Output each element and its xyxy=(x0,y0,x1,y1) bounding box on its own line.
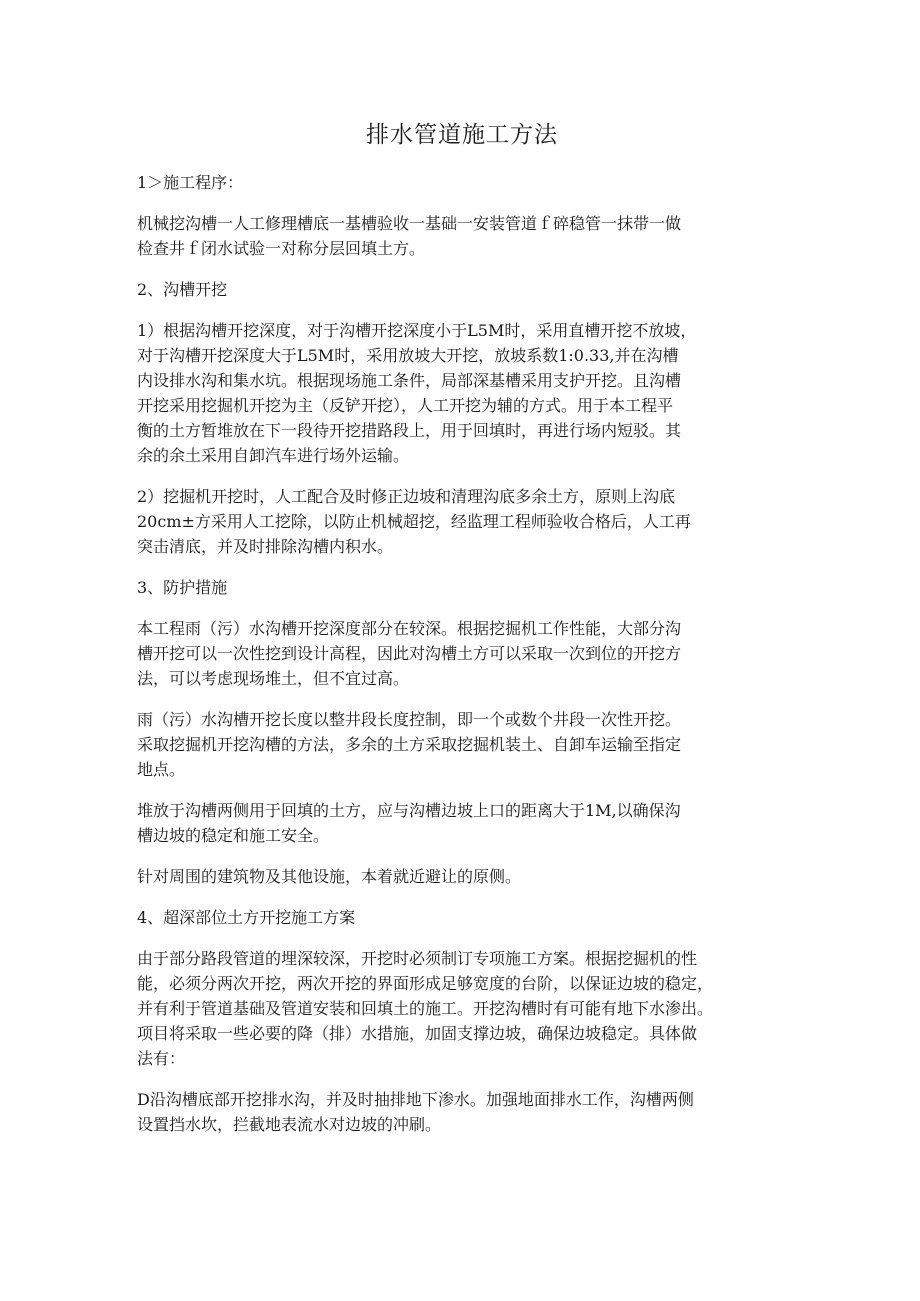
trench-excavation-item-2: 2）挖掘机开挖时，人工配合及时修正边坡和清理沟底多余土方，原则上沟底 20cm±方采用人工挖除，以防止机械超挖，经监理工程师验收合格后，人工再 突击清底，并及时排除沟槽内积水。 xyxy=(137,487,691,556)
trench-excavation-heading: 2、沟槽开挖 xyxy=(137,280,228,299)
protection-paragraph-3: 堆放于沟槽两侧用于回填的土方，应与沟槽边坡上口的距离大于1M,以确保沟 槽边坡的稳定和施工安全。 xyxy=(137,801,681,845)
protection-paragraph-1: 本工程雨（污）水沟槽开挖深度部分在较深。根据挖掘机工作性能，大部分沟 槽开挖可以一次性挖到设计高程，因此对沟槽土方可以采取一次到位的开挖方 法，可以考虑现场堆土，但不宜过高。 xyxy=(137,619,682,688)
document-page xyxy=(137,118,787,1153)
procedure-heading: 1＞施工程序： xyxy=(137,173,244,192)
procedure-steps: 机械挖沟槽一人工修理槽底一基槽验收一基础一安装管道ｆ碎稳管一抹带一做 检查井ｆ闭水试验一对称分层回填土方。 xyxy=(137,214,682,258)
protection-heading: 3、防护措施 xyxy=(137,578,228,597)
protection-paragraph-2: 雨（污）水沟槽开挖长度以整井段长度控制，即一个或数个井段一次性开挖。 采取挖掘机开挖沟槽的方法，多余的土方采取挖掘机装土、自卸车运输至指定 地点。 xyxy=(137,710,682,779)
deep-excavation-paragraph: 由于部分路段管道的埋深较深，开挖时必须制订专项施工方案。根据挖掘机的性 能，必须分两次开挖，两次开挖的界面形成足够宽度的台阶，以保证边坡的稳定， 并有利于管道基础及管道安装和回填土的施工。开挖沟槽时有可能有地下水渗出。 项目将采取一些必要的降（排）水措施，加固支撑边坡，确保边坡稳定。具体做 法有： xyxy=(137,949,714,1068)
document-title: 排水管道施工方法 xyxy=(366,122,558,148)
deep-excavation-heading: 4、超深部位土方开挖施工方案 xyxy=(137,908,356,927)
trench-excavation-item-1: 1）根据沟槽开挖深度，对于沟槽开挖深度小于L5M时，采用直槽开挖不放坡， 对于沟槽开挖深度大于L5M时，采用放坡大开挖，放坡系数1:0.33,并在沟槽 内设排水沟和集水坑。根据现场施工条件，局部深基槽采用支护开挖。且沟槽 开挖采用挖掘机开挖为主（反铲开挖），人工开挖为辅的方式。用于本工程平 衡的土方暂堆放在下一段待开挖措路段上，用于回填时，再进行场内短驳。其 余的余土采用自卸汽车进行场外运输。 xyxy=(137,321,697,465)
deep-excavation-measure-1: D沿沟槽底部开挖排水沟，并及时抽排地下渗水。加强地面排水工作，沟槽两侧 设置挡水坎，拦截地表流水对边坡的冲刷。 xyxy=(137,1090,694,1134)
protection-paragraph-4: 针对周围的建筑物及其他设施，本着就近避让的原侧。 xyxy=(137,867,522,886)
